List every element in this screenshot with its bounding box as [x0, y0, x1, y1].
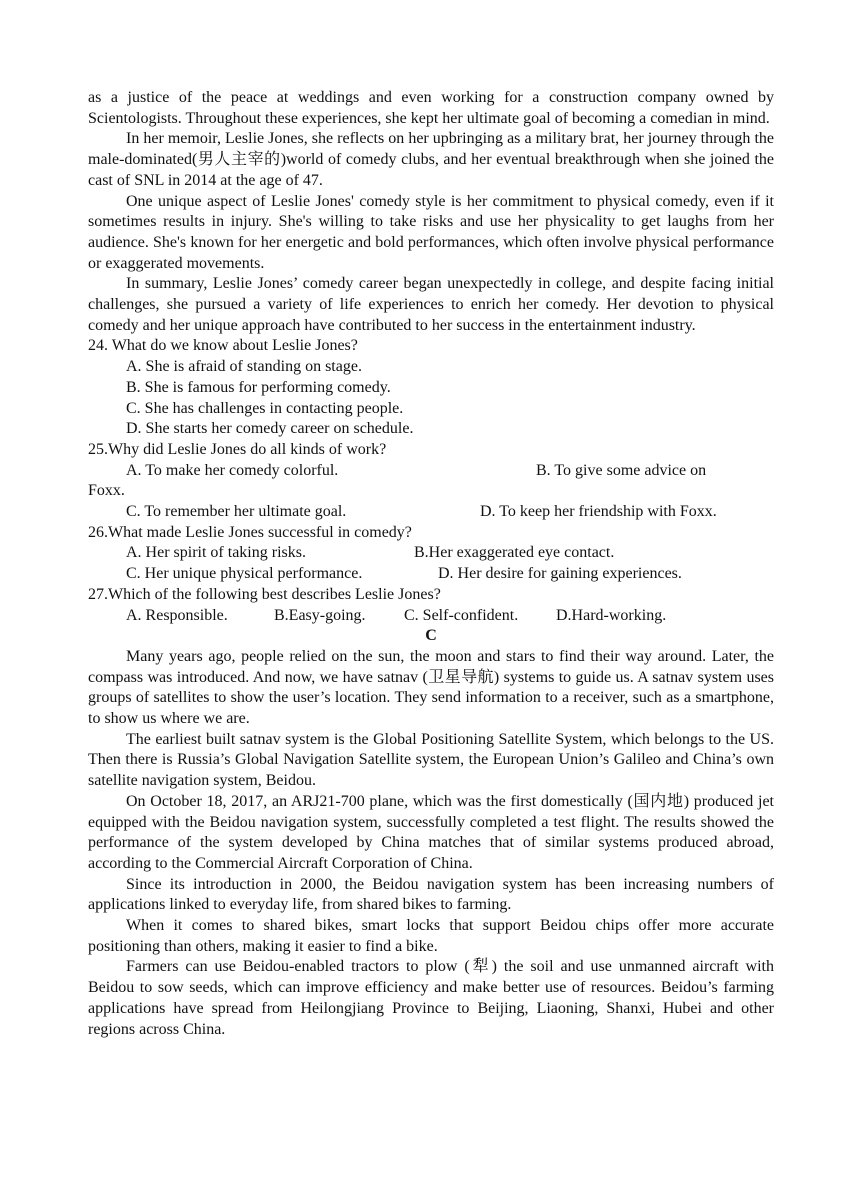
passage-paragraph: When it comes to shared bikes, smart locks that support Beidou chips offer more accurate positioning than others, making it easier to find a bike. — [88, 917, 774, 955]
passage-paragraph: Farmers can use Beidou-enabled tractors to plow (犁) the soil and use unmanned aircraft with Beidou to sow seeds, which can improve efficiency and make better use of resources. Beidou’s farming applications have spread from Heilongjiang Province to Beijing, Liaoning, Shanxi, Hubei and other regions across China. — [88, 958, 774, 1038]
question-25-row-cd — [88, 502, 774, 523]
question-27-option-a: A. Responsible. — [126, 606, 228, 624]
question-26-option-d: D. Her desire for gaining experiences. — [438, 565, 682, 583]
passage-paragraph: In summary, Leslie Jones’ comedy career began unexpectedly in college, and despite facing initial challenges, she pursued a variety of life experiences to enrich her comedy. Her devotion to physical comedy and her unique approach have contributed to her success in the entertainment industry. — [88, 275, 774, 334]
passage-paragraph: Many years ago, people relied on the sun, the moon and stars to find their way around. Later, the compass was introduced. And now, we have satnav (卫星导航) systems to guide us. A satnav system uses groups of satellites to show the user’s location. They send information to a receiver, such as a smartphone, to show us where we are. — [88, 647, 774, 728]
question-25-option-c: C. To remember her ultimate goal. — [126, 503, 347, 521]
question-26-stem: 26.What made Leslie Jones successful in comedy? — [88, 523, 412, 541]
question-27-option-d: D.Hard-working. — [556, 606, 667, 624]
passage-paragraph: On October 18, 2017, an ARJ21-700 plane, which was the first domestically (国内地) produced jet equipped with the Beidou navigation system, successfully completed a test flight. The results showed the performance of the system developed by China matches that of similar systems produced abroad, according to the Commercial Aircraft Corporation of China. — [88, 792, 774, 872]
question-26-option-c: C. Her unique physical performance. — [126, 565, 363, 583]
question-24-option-d: D. She starts her comedy career on schedule. — [126, 420, 414, 438]
question-26-row-cd — [88, 564, 774, 585]
passage-paragraph: as a justice of the peace at weddings and even working for a construction company owned by Scientologists. Throughout these experiences, she kept her ultimate goal of becoming a comedian in mind. — [88, 89, 774, 127]
question-25-option-b: B. To give some advice on — [536, 461, 707, 479]
question-24-stem: 24. What do we know about Leslie Jones? — [88, 337, 358, 355]
question-26-option-a: A. Her spirit of taking risks. — [126, 544, 306, 562]
passage-paragraph: Since its introduction in 2000, the Beidou navigation system has been increasing numbers of applications linked to everyday life, from shared bikes to farming. — [88, 875, 774, 914]
question-27-row — [88, 606, 774, 627]
question-24-option-a: A. She is afraid of standing on stage. — [126, 358, 362, 376]
question-25-option-d: D. To keep her friendship with Foxx. — [480, 503, 717, 521]
passage-paragraph: The earliest built satnav system is the Global Positioning Satellite System, which belongs to the US. Then there is Russia’s Global Navigation Satellite system, the European Union’s Galileo and China’s own satellite navigation system, Beidou. — [88, 730, 774, 790]
question-27-option-b: B.Easy-going. — [274, 606, 366, 624]
passage-paragraph: In her memoir, Leslie Jones, she reflects on her upbringing as a military brat, her journey through the male-dominated(男人主宰的)world of comedy clubs, and her eventual breakthrough when she joined the cast of SNL in 2014 at the age of 47. — [88, 130, 774, 189]
question-27-stem: 27.Which of the following best describes Leslie Jones? — [88, 585, 441, 603]
question-26-row-ab — [88, 543, 774, 564]
question-24-option-b: B. She is famous for performing comedy. — [126, 378, 391, 396]
question-27-option-c: C. Self-confident. — [404, 606, 519, 624]
question-25-option-b-wrap: Foxx. — [88, 482, 125, 500]
question-25-row-ab — [88, 461, 774, 482]
question-25-stem: 25.Why did Leslie Jones do all kinds of work? — [88, 440, 387, 458]
section-heading: C — [425, 627, 437, 645]
question-24-option-c: C. She has challenges in contacting people. — [126, 399, 404, 417]
passage-paragraph: One unique aspect of Leslie Jones' comedy style is her commitment to physical comedy, even if it sometimes results in injury. She's willing to take risks and use her physicality to get laughs from her audience. She's known for her energetic and bold performances, which often involve physical performance or exaggerated movements. — [88, 192, 774, 272]
question-26-option-b: B.Her exaggerated eye contact. — [414, 544, 615, 562]
document-page — [88, 88, 774, 1040]
question-25-option-a: A. To make her comedy colorful. — [126, 461, 339, 479]
